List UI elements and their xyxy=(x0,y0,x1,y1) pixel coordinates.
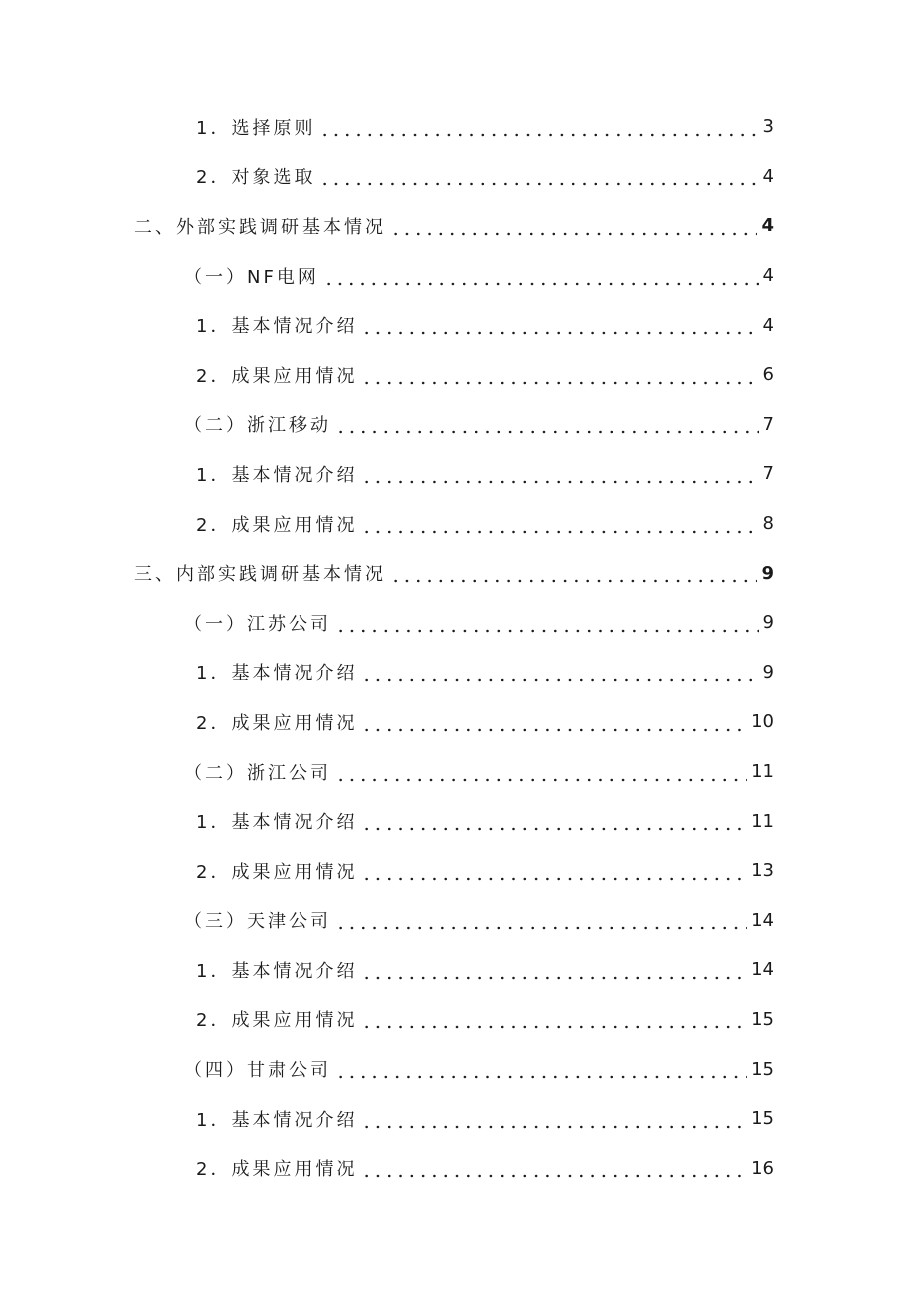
toc-entry[interactable] xyxy=(0,846,920,896)
toc-entry[interactable] xyxy=(0,1094,920,1144)
toc-entry-page-number: 13 xyxy=(751,860,774,882)
dot-leader xyxy=(335,616,759,634)
dot-leader xyxy=(361,1012,747,1030)
toc-entry[interactable] xyxy=(0,251,920,301)
dot-leader xyxy=(361,368,758,386)
toc-entry-page-number: 14 xyxy=(751,959,774,981)
toc-entry[interactable] xyxy=(0,499,920,549)
toc-entry[interactable] xyxy=(0,449,920,499)
toc-entry-label: （二）浙江移动 xyxy=(184,415,331,437)
toc-entry-label: 2．成果应用情况 xyxy=(196,1159,358,1181)
toc-entry-label: 2．成果应用情况 xyxy=(196,712,358,734)
dot-leader xyxy=(335,1062,747,1080)
dot-leader xyxy=(361,517,758,535)
toc-entry-page-number: 10 xyxy=(751,711,774,733)
dot-leader xyxy=(361,1112,747,1130)
toc-entry-label: （一）江苏公司 xyxy=(184,613,331,635)
dot-leader xyxy=(361,715,747,733)
dot-leader xyxy=(361,467,758,485)
dot-leader xyxy=(335,765,747,783)
toc-entry-page-number: 8 xyxy=(762,513,774,535)
toc-entry[interactable] xyxy=(0,300,920,350)
toc-entry-label: 2．成果应用情况 xyxy=(196,365,358,387)
toc-entry-page-number: 15 xyxy=(751,1058,774,1080)
toc-entry-label: （三）天津公司 xyxy=(184,911,331,933)
toc-entry[interactable] xyxy=(0,201,920,251)
dot-leader xyxy=(361,1161,747,1179)
toc-entry-page-number: 4 xyxy=(762,314,774,336)
toc-entry[interactable] xyxy=(0,796,920,846)
dot-leader xyxy=(390,566,757,584)
table-of-contents xyxy=(0,102,920,1193)
dot-leader xyxy=(361,665,758,683)
toc-entry-page-number: 11 xyxy=(751,810,774,832)
toc-entry-label: （一）NF电网 xyxy=(184,266,319,288)
toc-entry[interactable] xyxy=(0,400,920,450)
toc-entry[interactable] xyxy=(0,1044,920,1094)
toc-entry[interactable] xyxy=(0,648,920,698)
dot-leader xyxy=(323,269,759,287)
toc-entry-label: （二）浙江公司 xyxy=(184,762,331,784)
toc-entry-page-number: 7 xyxy=(762,413,774,435)
toc-entry-label: 1．选择原则 xyxy=(196,117,316,139)
dot-leader xyxy=(319,169,758,187)
toc-entry[interactable] xyxy=(0,697,920,747)
toc-entry[interactable] xyxy=(0,945,920,995)
toc-entry[interactable] xyxy=(0,1143,920,1193)
toc-entry-label: 二、外部实践调研基本情况 xyxy=(134,216,386,238)
toc-entry-page-number: 15 xyxy=(751,1108,774,1130)
toc-entry[interactable] xyxy=(0,102,920,152)
toc-entry-page-number: 15 xyxy=(751,1008,774,1030)
dot-leader xyxy=(361,963,747,981)
dot-leader xyxy=(390,219,757,237)
dot-leader xyxy=(361,864,747,882)
toc-entry-label: 2．对象选取 xyxy=(196,167,316,189)
toc-entry-page-number: 14 xyxy=(751,909,774,931)
toc-entry-page-number: 7 xyxy=(762,463,774,485)
toc-entry-page-number: 16 xyxy=(751,1157,774,1179)
toc-entry[interactable] xyxy=(0,350,920,400)
toc-entry[interactable] xyxy=(0,747,920,797)
dot-leader xyxy=(335,913,747,931)
toc-entry[interactable] xyxy=(0,896,920,946)
toc-entry-page-number: 9 xyxy=(762,612,774,634)
toc-entry[interactable] xyxy=(0,548,920,598)
toc-entry[interactable] xyxy=(0,995,920,1045)
toc-entry-label: 1．基本情况介绍 xyxy=(196,960,358,982)
dot-leader xyxy=(361,318,758,336)
toc-entry-page-number: 11 xyxy=(751,761,774,783)
toc-entry-label: 2．成果应用情况 xyxy=(196,1010,358,1032)
dot-leader xyxy=(319,120,758,138)
dot-leader xyxy=(361,814,747,832)
toc-entry-label: 1．基本情况介绍 xyxy=(196,464,358,486)
toc-entry-page-number: 9 xyxy=(762,661,774,683)
toc-entry-page-number: 9 xyxy=(761,562,774,584)
toc-entry-page-number: 6 xyxy=(762,364,774,386)
dot-leader xyxy=(335,417,759,435)
toc-entry-page-number: 3 xyxy=(762,116,774,138)
toc-entry-label: 1．基本情况介绍 xyxy=(196,1109,358,1131)
toc-entry[interactable] xyxy=(0,598,920,648)
toc-entry-label: （四）甘肃公司 xyxy=(184,1060,331,1082)
toc-entry-label: 2．成果应用情况 xyxy=(196,514,358,536)
toc-entry-label: 1．基本情况介绍 xyxy=(196,316,358,338)
toc-entry-page-number: 4 xyxy=(761,215,774,237)
toc-entry-page-number: 4 xyxy=(762,265,774,287)
toc-entry-page-number: 4 xyxy=(762,165,774,187)
toc-entry[interactable] xyxy=(0,152,920,202)
toc-entry-label: 2．成果应用情况 xyxy=(196,861,358,883)
toc-entry-label: 1．基本情况介绍 xyxy=(196,812,358,834)
toc-entry-label: 三、内部实践调研基本情况 xyxy=(134,564,386,586)
toc-entry-label: 1．基本情况介绍 xyxy=(196,663,358,685)
